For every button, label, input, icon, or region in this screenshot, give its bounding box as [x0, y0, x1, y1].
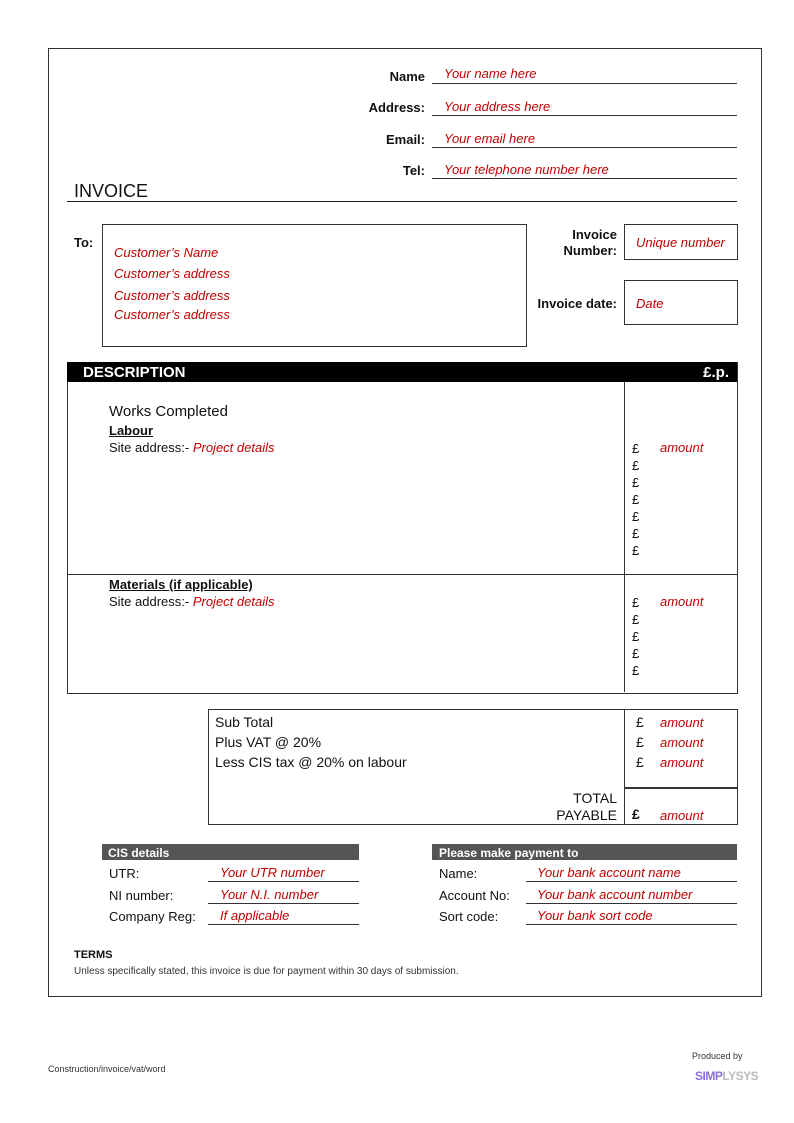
email-value: Your email here: [444, 131, 536, 146]
materials-amount[interactable]: amount: [660, 594, 704, 609]
invoice-date-label: Invoice date:: [537, 296, 617, 311]
company-reg-field[interactable]: If applicable: [208, 907, 359, 925]
invoice-number-field[interactable]: [624, 224, 738, 260]
payment-header: Please make payment to: [432, 844, 737, 860]
customer-address: Customer’s address: [114, 288, 230, 303]
customer-name: Customer’s Name: [114, 245, 219, 260]
utr-field[interactable]: Your UTR number: [208, 864, 359, 882]
cis-label: Less CIS tax @ 20% on labour: [215, 754, 407, 770]
invoice-date-value: Date: [636, 296, 664, 311]
subtotal-amount[interactable]: amount: [660, 715, 704, 730]
total-label: PAYABLE: [556, 807, 617, 823]
invoice-page: Name Your name here Address: Your address here Email: Your email here Tel: Your telephone number here INVOICE To: Customer’s Name Customer’s address Customer’s address Customer’s address Invoice Number: Unique number Invoice date: Date DESCRIPTION £.p. Works Completed Labour Site address:- Project details amount £ £ £ £ £ £ £ Materials (if applicable) Site address:- Project details amount £ £ £ £ £ Sub Total Plus VAT @ 20% Less CIS tax @ 20% on labour £ amount £ amount £ amount TOTAL PAYABLE £ amount CIS details UTR: Your UTR number NI number: Your N.I. number Company Reg: If applicable Please make payment to Name: Your bank account name Account No: Your bank account number Sort code: Your bank sort code TERMS Unless specifically stated, this invoice is due for payment within 30 days of submission. Construction/invoice/vat/word Produced by SIMPLYSYS: [0, 0, 794, 1123]
utr-label: UTR:: [109, 866, 140, 881]
account-no-field[interactable]: Your bank account number: [526, 886, 737, 904]
site-label: Site address:-: [109, 440, 190, 455]
footer-reference: Construction/invoice/vat/word: [48, 1064, 166, 1074]
vat-label: Plus VAT @ 20%: [215, 734, 322, 750]
name-field[interactable]: [432, 66, 737, 84]
materials-site: [109, 594, 274, 609]
customer-address: Customer’s address: [114, 266, 230, 281]
column-divider: [624, 382, 625, 692]
produced-by: Produced by: [692, 1051, 743, 1061]
materials-title: Materials (if applicable): [109, 577, 253, 592]
header-description: DESCRIPTION: [83, 364, 186, 381]
ni-label: NI number:: [109, 888, 174, 903]
customer-box[interactable]: [102, 224, 527, 347]
site-label: Site address:-: [109, 594, 190, 609]
email-field[interactable]: [432, 130, 737, 148]
tel-label: Tel:: [402, 163, 425, 178]
company-reg-label: Company Reg:: [109, 909, 196, 924]
bank-name-field[interactable]: Your bank account name: [526, 864, 737, 882]
row-divider: [67, 574, 737, 575]
customer-address: Customer’s address: [114, 307, 230, 322]
name-value: Your name here: [444, 66, 537, 81]
invoice-title: INVOICE: [74, 181, 149, 201]
name-label: Name: [389, 69, 425, 84]
simplysys-logo: SIMPLYSYS: [695, 1069, 759, 1083]
header-amount: £.p.: [703, 364, 729, 381]
cis-header: CIS details: [102, 844, 359, 860]
bank-name-label: Name:: [439, 866, 478, 881]
vat-amount[interactable]: amount: [660, 735, 704, 750]
terms-title: TERMS: [74, 949, 113, 961]
email-label: Email:: [385, 132, 425, 147]
terms-text: Unless specifically stated, this invoice is due for payment within 30 days of submission.: [74, 966, 459, 977]
sort-code-field[interactable]: Your bank sort code: [526, 907, 737, 925]
address-field[interactable]: [432, 98, 737, 116]
site-value[interactable]: Project details: [192, 440, 275, 455]
subtotal-label: Sub Total: [215, 714, 274, 730]
tel-value: Your telephone number here: [444, 162, 609, 177]
invoice-number-label: Number:: [563, 243, 617, 258]
labour-site: [109, 440, 274, 455]
title-rule: [67, 201, 737, 202]
total-label: TOTAL: [573, 790, 617, 806]
labour-title: Labour: [109, 423, 154, 438]
invoice-date-field[interactable]: [624, 280, 738, 325]
to-label: To:: [74, 235, 94, 250]
invoice-number-value: Unique number: [636, 235, 725, 250]
table-header: [67, 362, 737, 382]
account-no-label: Account No:: [439, 888, 510, 903]
labour-currency-column: £ £ £ £ £ £ £: [632, 441, 640, 558]
invoice-number-label: Invoice: [572, 227, 617, 242]
cis-amount[interactable]: amount: [660, 755, 704, 770]
materials-currency-column: £ £ £ £ £: [632, 595, 640, 678]
total-amount[interactable]: amount: [660, 808, 704, 823]
address-label: Address:: [368, 100, 425, 115]
site-value[interactable]: Project details: [192, 594, 275, 609]
address-value: Your address here: [444, 99, 551, 114]
ni-field[interactable]: Your N.I. number: [208, 886, 359, 904]
sort-code-label: Sort code:: [439, 909, 499, 924]
works-title: Works Completed: [109, 403, 228, 420]
tel-field[interactable]: [432, 161, 737, 179]
labour-amount[interactable]: amount: [660, 440, 704, 455]
